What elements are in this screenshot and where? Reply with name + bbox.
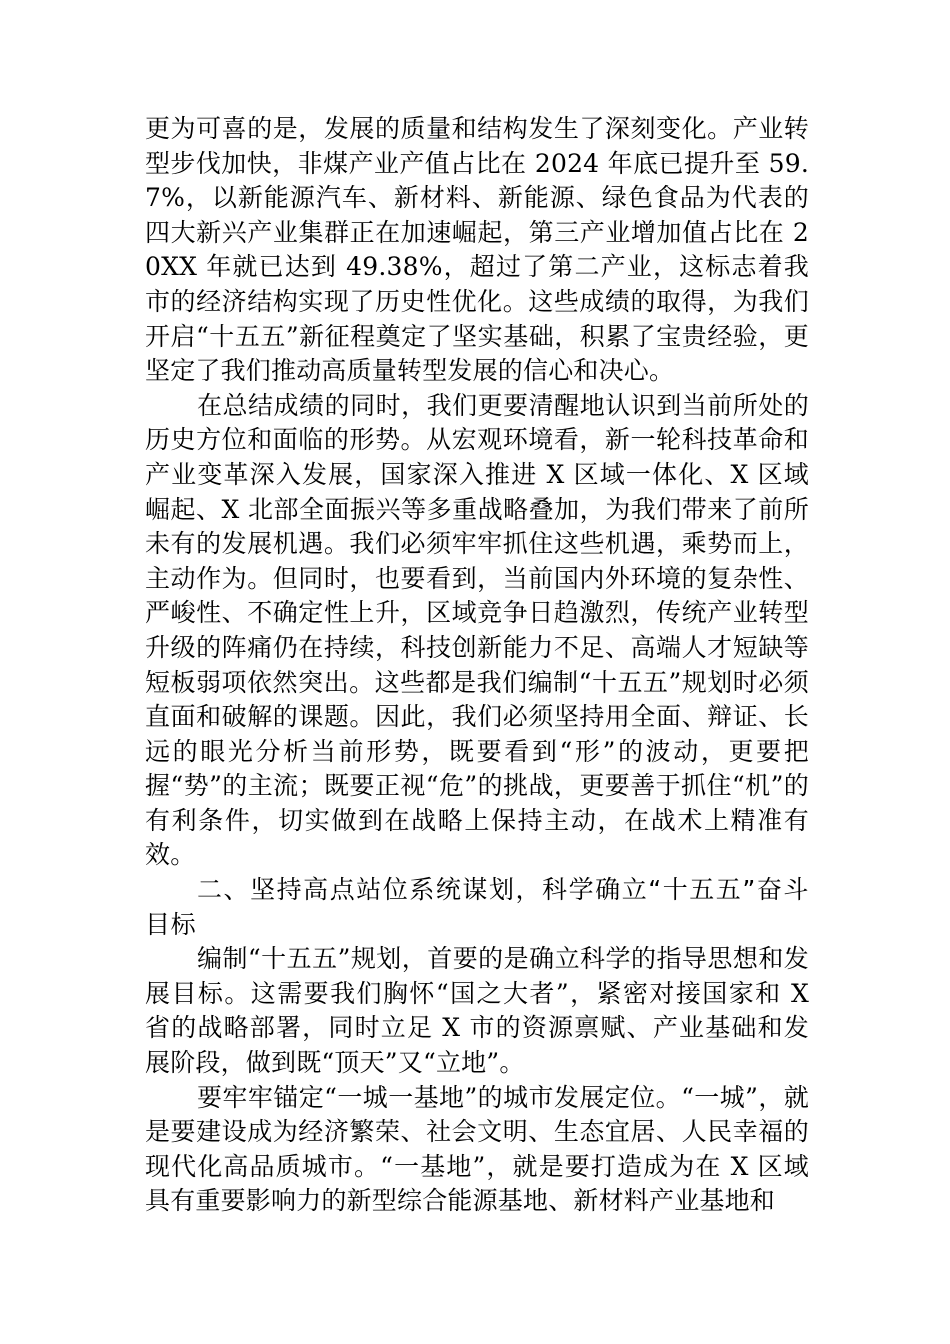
paragraph-guiding-thought: 编制“十五五”规划，首要的是确立科学的指导思想和发展目标。这需要我们胸怀“国之大者”，紧密对接国家和 X 省的战略部署，同时立足 X 市的资源禀赋、产业基础和发展阶段，做到既“顶天”又“立地”。: [145, 944, 809, 1078]
section-heading-two: 二、坚持高点站位系统谋划，科学确立“十五五”奋斗目标: [145, 875, 809, 939]
paragraph-city-positioning: 要牢牢锚定“一城一基地”的城市发展定位。“一城”，就是要建设成为经济繁荣、社会文明、生态宜居、人民幸福的现代化高品质城市。“一基地”，就是要打造成为在 X 区域具有重要影响力的新型综合能源基地、新材料产业基地和: [145, 1082, 809, 1216]
paragraph-economic-structure: 更为可喜的是，发展的质量和结构发生了深刻变化。产业转型步伐加快，非煤产业产值占比在 2024 年底已提升至 59.7%，以新能源汽车、新材料、新能源、绿色食品为代表的四大新兴产业集群正在加速崛起，第三产业增加值占比在 20XX 年就已达到 49.38%，超过了第二产业，这标志着我市的经济结构实现了历史性优化。这些成绩的取得，为我们开启“十五五”新征程奠定了坚实基础，积累了宝贵经验，更坚定了我们推动高质量转型发展的信心和决心。: [145, 114, 809, 386]
document-body: [145, 112, 809, 1219]
paragraph-current-situation: 在总结成绩的同时，我们更要清醒地认识到当前所处的历史方位和面临的形势。从宏观环境看，新一轮科技革命和产业变革深入发展，国家深入推进 X 区域一体化、X 区域崛起、X 北部全面振兴等多重战略叠加，为我们带来了前所未有的发展机遇。我们必须牢牢抓住这些机遇，乘势而上，主动作为。但同时，也要看到，当前国内外环境的复杂性、严峻性、不确定性上升，区域竞争日趋激烈，传统产业转型升级的阵痛仍在持续，科技创新能力不足、高端人才短缺等短板弱项依然突出。这些都是我们编制“十五五”规划时必须直面和破解的课题。因此，我们必须坚持用全面、辩证、长远的眼光分析当前形势，既要看到“形”的波动，更要把握“势”的主流；既要正视“危”的挑战，更要善于抓住“机”的有利条件，切实做到在战略上保持主动，在战术上精准有效。: [145, 390, 809, 870]
